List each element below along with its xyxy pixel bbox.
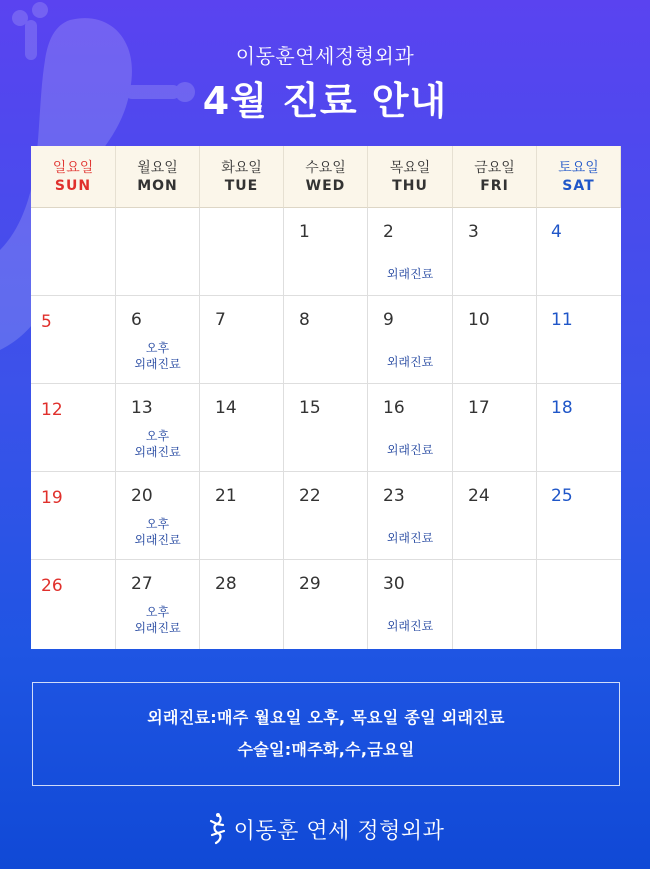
clinic-note	[116, 604, 199, 636]
calendar-day-cell	[200, 296, 284, 384]
calendar-day-cell	[537, 208, 621, 296]
clinic-note	[368, 266, 452, 282]
weekday-label-ko: 금요일	[474, 159, 515, 176]
day-number: 9	[383, 310, 394, 330]
calendar-day-cell	[284, 296, 368, 384]
calendar-day-cell	[116, 472, 200, 560]
weekday-label-en: MON	[137, 177, 178, 194]
weekday-label-en: FRI	[480, 177, 509, 194]
day-number: 18	[551, 398, 573, 418]
day-number: 4	[551, 222, 562, 242]
calendar-day-cell	[116, 296, 200, 384]
weekday-header-tue	[200, 146, 284, 208]
calendar-day-cell	[31, 208, 116, 296]
clinic-note-line: 외래진료	[386, 355, 434, 369]
calendar-day-cell	[284, 384, 368, 472]
day-number: 27	[131, 574, 153, 594]
calendar-day-cell	[31, 296, 116, 384]
weekday-label-en: THU	[392, 177, 428, 194]
clinic-note-line: 외래진료	[134, 533, 181, 547]
calendar-day-cell	[200, 560, 284, 649]
clinic-note-line: 외래진료	[386, 531, 434, 545]
day-number: 11	[551, 310, 573, 330]
day-number: 2	[383, 222, 394, 242]
calendar-day-cell	[453, 384, 537, 472]
weekday-label-en: SUN	[54, 177, 92, 194]
surgery-info: 수술일:매주화,수,금요일	[237, 740, 415, 759]
calendar-day-cell	[284, 208, 368, 296]
calendar-day-cell	[537, 296, 621, 384]
weekday-label-ko: 일요일	[52, 159, 94, 176]
calendar-day-cell	[368, 208, 453, 296]
schedule-info-box	[32, 682, 620, 786]
day-number: 12	[41, 400, 63, 420]
clinic-note	[368, 618, 452, 634]
day-number: 1	[299, 222, 310, 242]
day-number: 15	[299, 398, 321, 418]
calendar-day-cell	[31, 472, 116, 560]
calendar-day-cell	[368, 296, 453, 384]
clinic-note-line: 오후	[145, 429, 170, 443]
footer-hospital-name: 이동훈 연세 정형외과	[233, 818, 445, 844]
calendar-day-cell	[200, 384, 284, 472]
day-number: 17	[468, 398, 490, 418]
day-number: 14	[215, 398, 237, 418]
calendar-day-cell	[453, 560, 537, 649]
clinic-note	[116, 340, 199, 372]
calendar-day-cell	[453, 208, 537, 296]
calendar-day-cell	[31, 384, 116, 472]
weekday-label-en: SAT	[562, 177, 595, 194]
calendar-day-cell	[537, 472, 621, 560]
footer	[0, 812, 650, 846]
day-number: 7	[215, 310, 226, 330]
day-number: 8	[299, 310, 310, 330]
clinic-note-line: 오후	[145, 341, 170, 355]
calendar-day-cell	[200, 208, 284, 296]
clinic-note	[368, 354, 452, 370]
clinic-note-line: 외래진료	[134, 357, 181, 371]
calendar-day-cell	[284, 472, 368, 560]
weekday-label-en: WED	[305, 177, 346, 194]
page-title: 4월 진료 안내	[202, 79, 448, 123]
weekday-label-ko: 토요일	[558, 159, 599, 176]
day-number: 16	[383, 398, 405, 418]
calendar-day-cell	[453, 296, 537, 384]
day-number: 22	[299, 486, 321, 506]
weekday-label-ko: 수요일	[305, 159, 346, 176]
day-number: 23	[383, 486, 405, 506]
calendar-day-cell	[537, 560, 621, 649]
clinic-note	[368, 530, 452, 546]
calendar-day-cell	[116, 208, 200, 296]
calendar-day-cell	[284, 560, 368, 649]
weekday-header-sun	[31, 146, 116, 208]
weekday-header-mon	[116, 146, 200, 208]
weekday-label-en: TUE	[224, 177, 259, 194]
weekday-label-ko: 화요일	[221, 159, 262, 176]
clinic-note-line: 외래진료	[386, 267, 434, 281]
day-number: 21	[215, 486, 237, 506]
clinic-note-line: 외래진료	[386, 619, 434, 633]
calendar-grid	[31, 146, 621, 649]
clinic-note	[116, 428, 199, 460]
weekday-header-sat	[537, 146, 621, 208]
clinic-note-line: 외래진료	[386, 443, 434, 457]
calendar-day-cell	[31, 560, 116, 649]
weekday-label-ko: 목요일	[389, 159, 431, 176]
clinic-note	[368, 442, 452, 458]
day-number: 6	[131, 310, 142, 330]
clinic-note-line: 오후	[145, 517, 170, 531]
clinic-note-line: 외래진료	[134, 621, 181, 635]
day-number: 28	[215, 574, 237, 594]
weekday-label-ko: 월요일	[137, 159, 178, 176]
day-number: 26	[41, 576, 63, 596]
calendar-day-cell	[116, 560, 200, 649]
day-number: 20	[131, 486, 153, 506]
calendar-day-cell	[116, 384, 200, 472]
weekday-header-thu	[368, 146, 453, 208]
day-number: 10	[468, 310, 490, 330]
day-number: 24	[468, 486, 490, 506]
day-number: 30	[383, 574, 405, 594]
outpatient-info: 외래진료:매주 월요일 오후, 목요일 종일 외래진료	[147, 708, 505, 727]
calendar-day-cell	[537, 384, 621, 472]
weekday-header-fri	[453, 146, 537, 208]
clinic-note-line: 오후	[145, 605, 170, 619]
day-number: 29	[299, 574, 321, 594]
day-number: 19	[41, 488, 63, 508]
day-number: 5	[41, 312, 52, 332]
calendar-day-cell	[200, 472, 284, 560]
clinic-note	[116, 516, 199, 548]
calendar-day-cell	[453, 472, 537, 560]
day-number: 13	[131, 398, 153, 418]
gecko-icon	[206, 812, 228, 846]
clinic-note-line: 외래진료	[134, 445, 181, 459]
calendar-day-cell	[368, 384, 453, 472]
weekday-header-wed	[284, 146, 368, 208]
hospital-name: 이동훈연세정형외과	[235, 44, 415, 68]
calendar-day-cell	[368, 472, 453, 560]
calendar-day-cell	[368, 560, 453, 649]
day-number: 25	[551, 486, 573, 506]
day-number: 3	[468, 222, 479, 242]
